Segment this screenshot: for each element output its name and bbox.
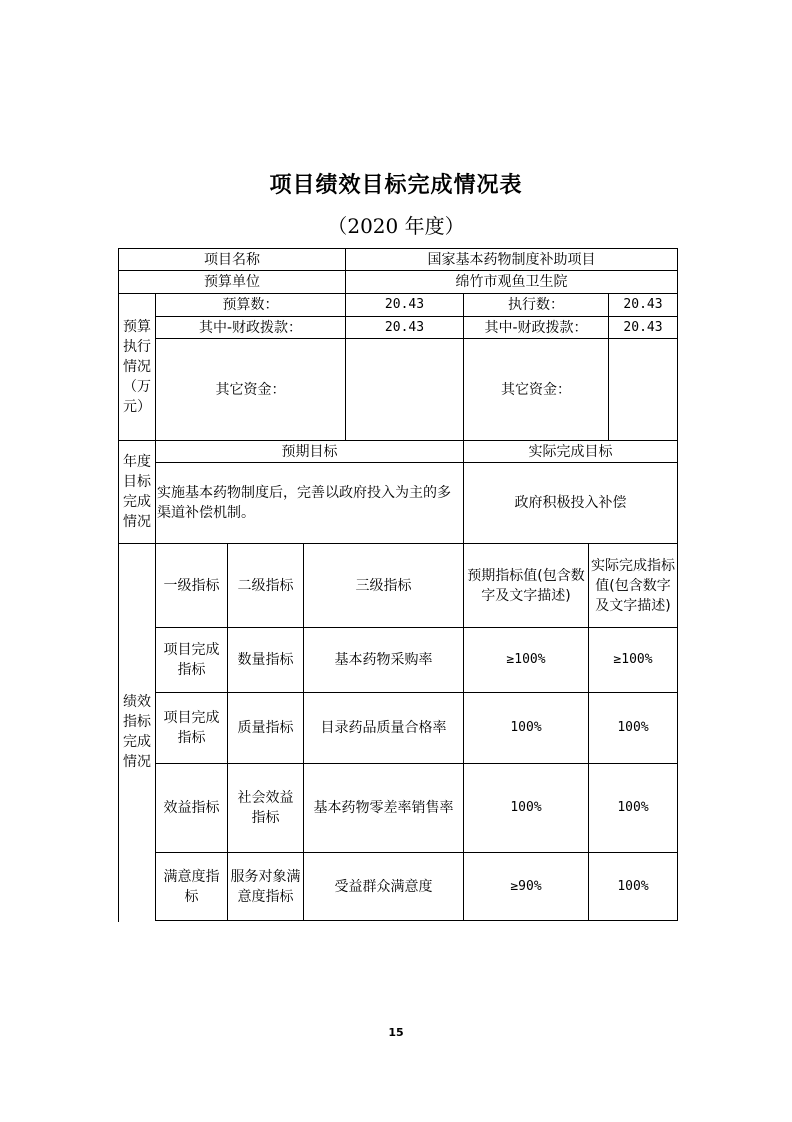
budget-amount-label: 预算数： [222,297,279,313]
performance-section-label: 绩效指标完成情况 [123,694,151,770]
annual-section-label: 年度目标完成情况 [123,454,151,530]
other-funds-budget-label: 其它资金： [215,381,286,398]
actual-target-text: 政府积极投入补偿 [514,495,627,511]
table-row-level3: 受益群众满意度 [334,878,433,895]
table-row-actual: 100% [617,720,649,735]
other-funds-executed-label: 其它资金： [501,381,571,398]
actual-target-header: 实际完成目标 [528,443,613,460]
header-level3: 三级指标 [355,577,412,594]
page-title: 项目绩效目标完成情况表 [269,173,523,198]
executed-amount-label: 执行数： [508,297,564,313]
table-row-expected: ≥90% [510,878,542,894]
other-funds-budget-value [346,339,463,440]
page-subtitle: （2020 年度） [327,214,465,238]
table-row-expected: 100% [510,800,542,815]
executed-amount-value: 20.43 [623,297,663,312]
budget-section-label: 预算执行情况（万元） [123,319,151,415]
table-row-level1: 效益指标 [163,800,220,816]
table-row-actual: ≥100% [613,652,653,667]
table-row-level1: 满意度指标 [163,868,220,905]
fiscal-executed-value: 20.43 [623,319,663,335]
header-actual-value: 实际完成指标值(包含数字及文字描述) [591,557,675,614]
table-row-level2: 数量指标 [237,652,294,668]
table-row-level2: 服务对象满意度指标 [230,868,301,905]
table-row-actual: 100% [617,800,649,815]
table-row-level1: 项目完成指标 [163,710,220,746]
table-row-actual: 100% [617,878,649,894]
table-row-level1: 项目完成指标 [163,642,220,678]
budget-amount-value: 20.43 [384,297,425,312]
budget-unit-value: 绵竹市观鱼卫生院 [455,274,568,290]
project-name-label: 项目名称 [204,251,260,268]
header-expected-value: 预期指标值(包含数字及文字描述) [467,567,585,604]
budget-unit-label: 预算单位 [204,274,260,290]
header-level1: 一级指标 [163,577,220,594]
table-row-level3: 目录药品质量合格率 [320,720,447,736]
expected-target-text: 实施基本药物制度后，完善以政府投入为主的多渠道补偿机制。 [157,485,451,521]
other-funds-executed-value [609,339,677,440]
fiscal-executed-label: 其中-财政拨款： [484,319,588,336]
table-row-level3: 基本药物采购率 [334,652,433,668]
fiscal-budget-label: 其中-财政拨款： [198,319,303,336]
header-level2: 二级指标 [237,577,294,594]
table-row-expected: ≥100% [506,652,546,667]
page-number: 15 [388,1026,404,1039]
table-row-level2: 社会效益指标 [237,790,294,826]
project-name-value: 国家基本药物制度补助项目 [427,251,596,268]
expected-target-header: 预期目标 [281,443,338,460]
fiscal-budget-value: 20.43 [384,319,425,335]
table-row-expected: 100% [510,720,542,735]
table-row-level2: 质量指标 [237,720,294,736]
table-row-level3: 基本药物零差率销售率 [313,800,454,816]
